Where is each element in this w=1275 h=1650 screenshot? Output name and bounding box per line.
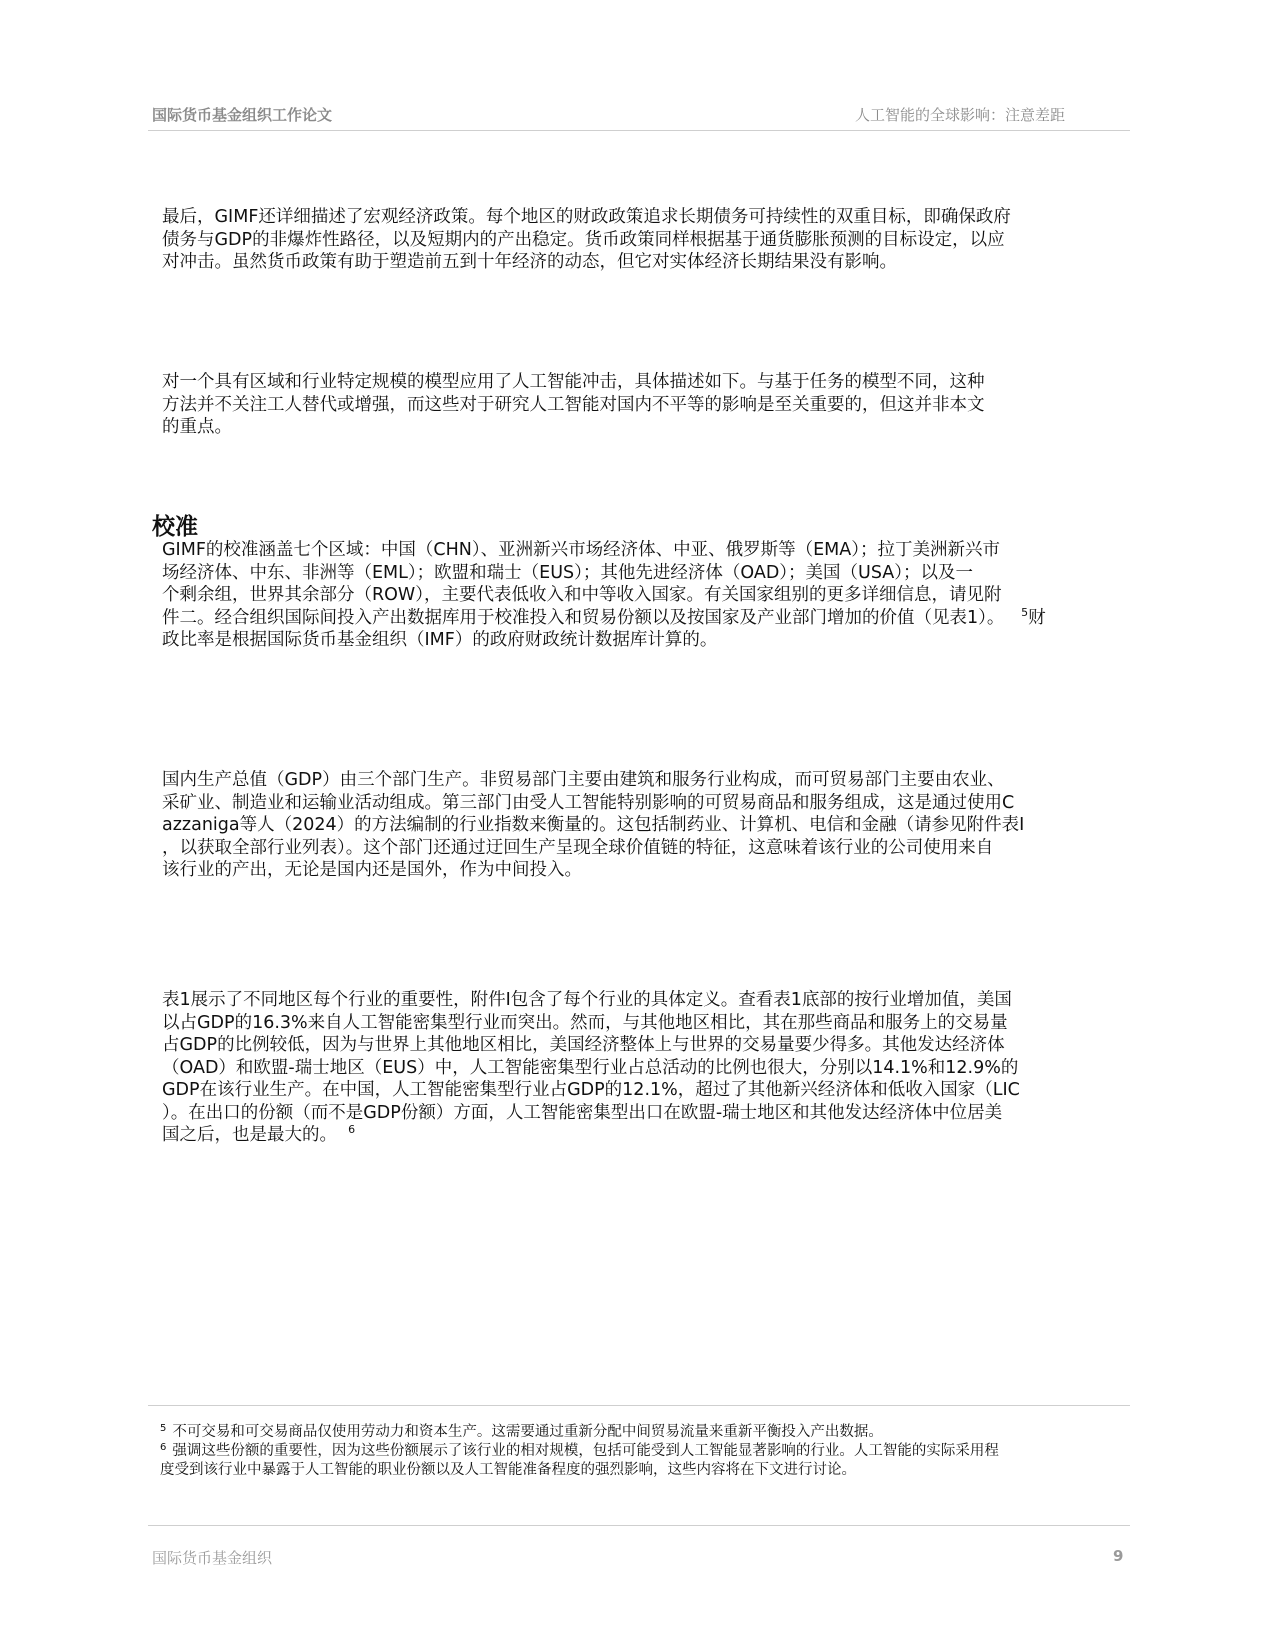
footnote-text: 强调这些份额的重要性，因为这些份额展示了该行业的相对规模，包括可能受到人工智能显著影响的行业。人工智能的实际采用程	[172, 1443, 999, 1459]
text-line: 方法并不关注工人替代或增强，而这些对于研究人工智能对国内不平等的影响是至关重要的，但这并非本文	[162, 394, 985, 415]
text-line: 场经济体、中东、非洲等（EML）；欧盟和瑞士（EUS）；其他先进经济体（OAD）；美国（USA）；以及一	[162, 562, 974, 583]
paragraph-table1	[162, 989, 1142, 1147]
text-line: 债务与GDP的非爆炸性路径，以及短期内的产出稳定。货币政策同样根据基于通货膨胀预测的目标设定，以应	[162, 229, 1005, 250]
text-segment: 件二。经合组织国际间投入产出数据库用于校准投入和贸易份额以及按国家及产业部门增加的价值（见表1）。	[162, 607, 1005, 628]
footnotes	[160, 1423, 1150, 1480]
paragraph-ai-shock	[162, 371, 1142, 439]
text-line: 表1展示了不同地区每个行业的重要性，附件I包含了每个行业的具体定义。查看表1底部的按行业增加值，美国	[162, 990, 1012, 1010]
footnote-ref-5[interactable]: 5	[1021, 605, 1029, 619]
footnote-5	[160, 1423, 1150, 1442]
text-line: azzaniga等人（2024）的方法编制的行业指数来衡量的。这包括制药业、计算机、电信和金融（请参见附件表I	[162, 815, 1025, 835]
footnote-6	[160, 1442, 1150, 1461]
text-line: 对冲击。虽然货币政策有助于塑造前五到十年经济的动态，但它对实体经济长期结果没有影响。	[162, 252, 897, 272]
text-line: 国内生产总值（GDP）由三个部门生产。非贸易部门主要由建筑和服务行业构成，而可贸易部门主要由农业、	[162, 770, 1005, 790]
text-line: 以占GDP的16.3%来自人工智能密集型行业而突出。然而，与其他地区相比，其在那些商品和服务上的交易量	[162, 1012, 1008, 1033]
text-line	[162, 607, 1142, 630]
text-line: 的重点。	[162, 417, 232, 437]
text-line: GIMF的校准涵盖七个区域：中国（CHN）、亚洲新兴市场经济体、中亚、俄罗斯等（EMA）；拉丁美洲新兴市	[162, 540, 1000, 560]
text-line: 占GDP的比例较低，因为与世界上其他地区相比，美国经济整体上与世界的交易量要少得多。其他发达经济体	[162, 1035, 1005, 1055]
text-line: 政比率是根据国际货币基金组织（IMF）的政府财政统计数据库计算的。	[162, 630, 718, 650]
paragraph-gdp-sectors	[162, 769, 1142, 882]
footnote-ref-6[interactable]: 6	[348, 1123, 356, 1136]
header-rule	[148, 130, 1130, 131]
text-segment: 国之后，也是最大的。	[162, 1125, 337, 1145]
footer-org-name: 国际货币基金组织	[152, 1549, 273, 1567]
footnote-6-continued: 度受到该行业中暴露于人工智能的职业份额以及人工智能准备程度的强烈影响，这些内容将在下文进行讨论。	[160, 1462, 856, 1478]
footnote-mark-6: 6	[160, 1442, 167, 1453]
page-number: 9	[1113, 1547, 1124, 1565]
text-segment: 财	[1028, 607, 1046, 628]
text-line	[162, 1124, 1142, 1147]
text-line: 该行业的产出，无论是国内还是国外，作为中间投入。	[162, 860, 582, 880]
text-line: ，以获取全部行业列表）。这个部门还通过迂回生产呈现全球价值链的特征，这意味着该行业的公司使用来自	[162, 837, 994, 858]
footnote-mark-5: 5	[160, 1423, 167, 1434]
section-heading-calibration: 校准	[152, 514, 198, 540]
paragraph-calibration	[162, 539, 1142, 652]
footnote-rule	[148, 1405, 1130, 1406]
running-header-right: 人工智能的全球影响：注意差距	[854, 106, 1065, 124]
footer-rule	[148, 1525, 1130, 1526]
footnote-text: 不可交易和可交易商品仅使用劳动力和资本生产。这需要通过重新分配中间贸易流量来重新平衡投入产出数据。	[172, 1424, 883, 1440]
text-line: （OAD）和欧盟-瑞士地区（EUS）中，人工智能密集型行业占总活动的比例也很大，分别以14.1%和12.9%的	[162, 1057, 1019, 1078]
text-line: 对一个具有区域和行业特定规模的模型应用了人工智能冲击，具体描述如下。与基于任务的模型不同，这种	[162, 372, 985, 392]
text-line: 个剩余组，世界其余部分（ROW），主要代表低收入和中等收入国家。有关国家组别的更多详细信息，请见附	[162, 585, 1002, 605]
paragraph-macro-policy	[162, 206, 1142, 274]
text-line: GDP在该行业生产。在中国，人工智能密集型行业占GDP的12.1%，超过了其他新兴经济体和低收入国家（LIC	[162, 1080, 1020, 1100]
text-line: ）。在出口的份额（而不是GDP份额）方面，人工智能密集型出口在欧盟-瑞士地区和其他发达经济体中位居美	[162, 1102, 1003, 1123]
running-header-left: 国际货币基金组织工作论文	[152, 106, 333, 124]
text-line: 采矿业、制造业和运输业活动组成。第三部门由受人工智能特别影响的可贸易商品和服务组成，这是通过使用C	[162, 792, 1015, 813]
text-line: 最后，GIMF还详细描述了宏观经济政策。每个地区的财政政策追求长期债务可持续性的双重目标，即确保政府	[162, 207, 1011, 227]
